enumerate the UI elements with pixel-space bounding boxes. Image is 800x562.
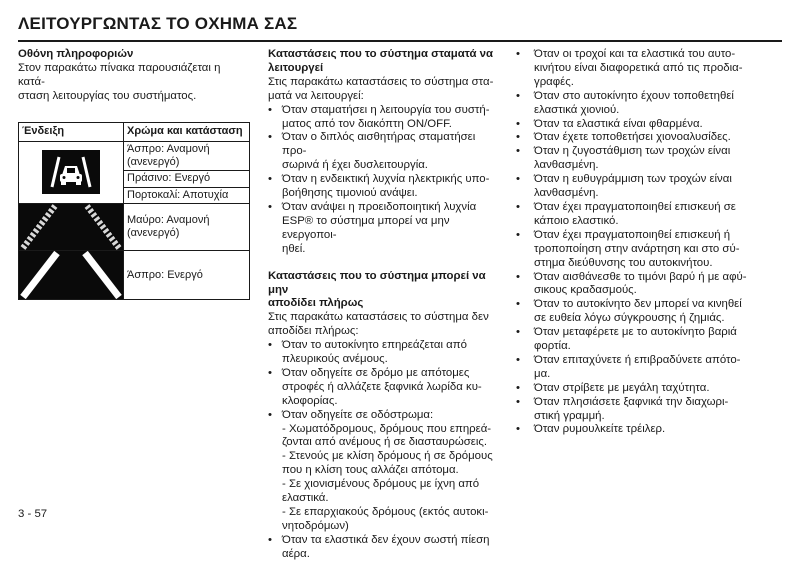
item-line: Όταν το αυτοκίνητο επηρεάζεται από xyxy=(282,339,467,352)
item-line: Όταν η ευθυγράμμιση των τροχών είναι xyxy=(534,173,732,186)
item-line: Όταν έχει πραγματοποιηθεί επισκευή σε xyxy=(534,200,736,213)
lane-car-icon xyxy=(42,150,100,194)
sub-item xyxy=(268,506,500,534)
item-line: Όταν οδηγείτε σε οδόστρωμα: xyxy=(282,408,434,421)
state-text: Πορτοκαλί: Αποτυχία xyxy=(127,188,229,201)
item-line: Όταν η ενδεικτική λυχνία ηλεκτρικής υπο- xyxy=(282,173,490,186)
list-item: • Όταν έχει πραγματοποιηθεί επισκευή ή τροποποίηση στην ανάρτηση και στο σύ- στημα διεύθυνσης του αυτοκινήτου. xyxy=(516,229,782,271)
item-line: γραφές. xyxy=(534,75,574,88)
item-line: Όταν αισθάνεσθε το τιμόνι βαρύ ή με αφύ- xyxy=(534,270,747,283)
table-cell-indicator xyxy=(19,204,124,251)
list-item: • Όταν αισθάνεσθε το τιμόνι βαρύ ή με αφύ- σικους κραδασμούς. xyxy=(516,271,782,299)
state-text: (ανενεργό) xyxy=(127,156,180,169)
list-item: • Όταν ανάψει η προειδοποιητική λυχνία ESP® το σύστημα μπορεί να μην ενεργοποι- ηθεί. xyxy=(268,201,500,257)
item-line: Όταν τα ελαστικά είναι φθαρμένα. xyxy=(534,117,703,130)
intro-line: αποδίδει πλήρως: xyxy=(268,325,359,338)
item-line: λανθασμένη. xyxy=(534,187,599,200)
item-line: κάποιο ελαστικό. xyxy=(534,214,619,227)
section-heading-stops: λειτουργεί xyxy=(268,61,324,74)
item-line: Όταν το αυτοκίνητο δεν μπορεί να κινηθεί xyxy=(534,298,742,311)
header-rule xyxy=(18,40,782,42)
item-line: Όταν μεταφέρετε με το αυτοκίνητο βαριά xyxy=(534,326,737,339)
item-line: κλοφορίας. xyxy=(282,394,338,407)
list-item: • Όταν έχετε τοποθετήσει χιονοαλυσίδες. xyxy=(516,131,782,145)
item-line: ελαστικά χιονιού. xyxy=(534,103,620,116)
table-cell-state xyxy=(124,251,250,300)
item-line: στική γραμμή. xyxy=(534,409,605,422)
list-item: • Όταν μεταφέρετε με το αυτοκίνητο βαριά φορτία. xyxy=(516,326,782,354)
item-line: Όταν έχετε τοποθετήσει χιονοαλυσίδες. xyxy=(534,131,731,144)
item-line: μα. xyxy=(534,367,551,380)
item-line: πλευρικούς ανέμους. xyxy=(282,353,388,366)
item-line: Όταν οι τροχοί και τα ελαστικά του αυτο- xyxy=(534,48,736,60)
list-item: • Όταν το αυτοκίνητο δεν μπορεί να κινηθεί σε ευθεία λόγω σύγκρουσης ή ζημιάς. xyxy=(516,298,782,326)
column-2 xyxy=(268,48,500,562)
item-line: Όταν τα ελαστικά δεν έχουν σωστή πίεση xyxy=(282,533,490,546)
intro-line: Στις παρακάτω καταστάσεις το σύστημα δεν xyxy=(268,311,489,324)
item-line: κινήτου είναι διαφορετικά από τις προδια- xyxy=(534,61,743,74)
list-item: • Όταν στρίβετε με μεγάλη ταχύτητα. xyxy=(516,382,782,396)
column-3 xyxy=(516,48,782,437)
table-cell-state xyxy=(124,204,250,251)
intro-line: σταση λειτουργίας του συστήματος. xyxy=(18,89,197,102)
item-line: που η κλίση τους αλλάζει απότομα. xyxy=(282,464,459,477)
item-line: - Χωματόδρομους, δρόμους που επηρεά- xyxy=(282,422,492,435)
item-line: Όταν οδηγείτε σε δρόμο με απότομες xyxy=(282,366,470,379)
item-line: σικους κραδασμούς. xyxy=(534,284,637,297)
item-line: Όταν στο αυτοκίνητο έχουν τοποθετηθεί xyxy=(534,89,734,102)
column-1 xyxy=(18,48,250,300)
state-text: Άσπρο: Ενεργό xyxy=(127,268,203,281)
page-number: 3 - 57 xyxy=(18,508,48,520)
list-item: • Όταν η ευθυγράμμιση των τροχών είναι λανθασμένη. xyxy=(516,173,782,201)
section-heading-info-display: Οθόνη πληροφοριών xyxy=(18,48,134,60)
table-row xyxy=(19,251,250,300)
section-heading-partial: Καταστάσεις που το σύστημα μπορεί να μην xyxy=(268,269,486,296)
list-item: • Όταν ο διπλός αισθητήρας σταματήσει προ- σωρινά ή έχει δυσλειτουργία. xyxy=(268,131,500,173)
item-line: ηθεί. xyxy=(282,242,306,255)
list-item: • Όταν στο αυτοκίνητο έχουν τοποθετηθεί ελαστικά χιονιού. xyxy=(516,90,782,118)
item-line: ESP® το σύστημα μπορεί να μην ενεργοποι- xyxy=(282,214,450,241)
list-item: • Όταν οδηγείτε σε οδόστρωμα: xyxy=(268,409,500,423)
table-header-row xyxy=(19,122,250,141)
lane-lines-bright-icon xyxy=(19,251,123,299)
item-line: ελαστικά. xyxy=(282,492,329,505)
table-cell-state xyxy=(124,141,250,171)
item-line: - Σε επαρχιακούς δρόμους (εκτός αυτοκι- xyxy=(282,506,489,518)
list-item: • Όταν σταματήσει η λειτουργία του συστή- ματος από τον διακόπτη ON/OFF. xyxy=(268,104,500,132)
item-line: Όταν ο διπλός αισθητήρας σταματήσει προ- xyxy=(282,131,476,158)
table-row xyxy=(19,204,250,251)
section-heading-partial: αποδίδει πλήρως xyxy=(268,297,364,310)
section-heading-stops: Καταστάσεις που το σύστημα σταματά να xyxy=(268,48,493,60)
item-line: αέρα. xyxy=(282,547,310,560)
item-line: Όταν πλησιάσετε ξαφνικά την διαχωρι- xyxy=(534,395,729,408)
item-line: νητοδρόμων) xyxy=(282,519,349,532)
page-header xyxy=(18,14,782,34)
state-text: Μαύρο: Αναμονή xyxy=(127,213,210,226)
intro-line: Στις παρακάτω καταστάσεις το σύστημα στα- xyxy=(268,75,494,88)
state-text: (ανενεργό) xyxy=(127,227,180,240)
list-item: • Όταν τα ελαστικά είναι φθαρμένα. xyxy=(516,118,782,132)
item-line: - Σε χιονισμένους δρόμους με ίχνη από xyxy=(282,478,480,491)
item-line: σε ευθεία λόγω σύγκρουσης ή ζημιάς. xyxy=(534,312,725,325)
table-cell-indicator xyxy=(19,141,124,204)
list-item: • Όταν ρυμουλκείτε τρέιλερ. xyxy=(516,423,782,437)
item-line: ζονται από ανέμους ή σε διασταυρώσεις. xyxy=(282,436,488,449)
item-line: φορτία. xyxy=(534,340,571,353)
indicator-table xyxy=(18,122,250,301)
item-line: τροποποίηση στην ανάρτηση και στο σύ- xyxy=(534,242,740,255)
table-header-indicator: Ένδειξη xyxy=(19,122,124,141)
item-line: στροφές ή αλλάζετε ξαφνικά λωρίδα κυ- xyxy=(282,380,482,393)
item-line: λανθασμένη. xyxy=(534,159,599,172)
list-item: • Όταν τα ελαστικά δεν έχουν σωστή πίεση αέρα. xyxy=(268,534,500,562)
item-line: - Στενούς με κλίση δρόμους ή σε δρόμους xyxy=(282,450,493,463)
table-header-color-state: Χρώμα και κατάσταση xyxy=(124,122,250,141)
table-cell-indicator xyxy=(19,251,124,300)
item-line: Όταν επιταχύνετε ή επιβραδύνετε απότο- xyxy=(534,353,741,366)
list-item: • Όταν οι τροχοί και τα ελαστικά του αυτο- κινήτου είναι διαφορετικά από τις προδια- γραφές. xyxy=(516,48,782,90)
list-item: • Όταν η ζυγοστάθμιση των τροχών είναι λανθασμένη. xyxy=(516,145,782,173)
lane-lines-dark-icon xyxy=(19,204,123,250)
sub-item xyxy=(268,478,500,506)
item-line: Όταν η ζυγοστάθμιση των τροχών είναι xyxy=(534,145,731,158)
intro-line: ματά να λειτουργεί: xyxy=(268,89,364,102)
item-line: Όταν στρίβετε με μεγάλη ταχύτητα. xyxy=(534,381,710,394)
item-line: βοήθησης τιμονιού ανάψει. xyxy=(282,187,418,200)
list-item: • Όταν η ενδεικτική λυχνία ηλεκτρικής υπο- βοήθησης τιμονιού ανάψει. xyxy=(268,173,500,201)
intro-line: Στον παρακάτω πίνακα παρουσιάζεται η κατά- xyxy=(18,61,221,88)
list-item: • Όταν πλησιάσετε ξαφνικά την διαχωρι- στική γραμμή. xyxy=(516,396,782,424)
item-line: Όταν σταματήσει η λειτουργία του συστή- xyxy=(282,103,490,116)
table-cell-state xyxy=(124,171,250,187)
item-line: Όταν ρυμουλκείτε τρέιλερ. xyxy=(534,423,666,436)
table-cell-state xyxy=(124,187,250,203)
state-text: Πράσινο: Ενεργό xyxy=(127,172,211,185)
sub-item xyxy=(268,423,500,451)
list-item: • Όταν επιταχύνετε ή επιβραδύνετε απότο- μα. xyxy=(516,354,782,382)
table-row xyxy=(19,141,250,171)
list-item: • Όταν οδηγείτε σε δρόμο με απότομες στροφές ή αλλάζετε ξαφνικά λωρίδα κυ- κλοφορίας. xyxy=(268,367,500,409)
item-line: στημα διεύθυνσης του αυτοκινήτου. xyxy=(534,256,713,269)
item-line: Όταν έχει πραγματοποιηθεί επισκευή ή xyxy=(534,228,731,241)
list-item: • Όταν έχει πραγματοποιηθεί επισκευή σε κάποιο ελαστικό. xyxy=(516,201,782,229)
item-line: σωρινά ή έχει δυσλειτουργία. xyxy=(282,159,428,172)
sub-item xyxy=(268,450,500,478)
page-title: ΛΕΙΤΟΥΡΓΩΝΤΑΣ ΤΟ ΟΧΗΜΑ ΣΑΣ xyxy=(18,14,298,33)
item-line: ματος από τον διακόπτη ON/OFF. xyxy=(282,117,452,130)
state-text: Άσπρο: Αναμονή xyxy=(127,142,210,155)
item-line: Όταν ανάψει η προειδοποιητική λυχνία xyxy=(282,200,477,213)
list-item: • Όταν το αυτοκίνητο επηρεάζεται από πλευρικούς ανέμους. xyxy=(268,339,500,367)
